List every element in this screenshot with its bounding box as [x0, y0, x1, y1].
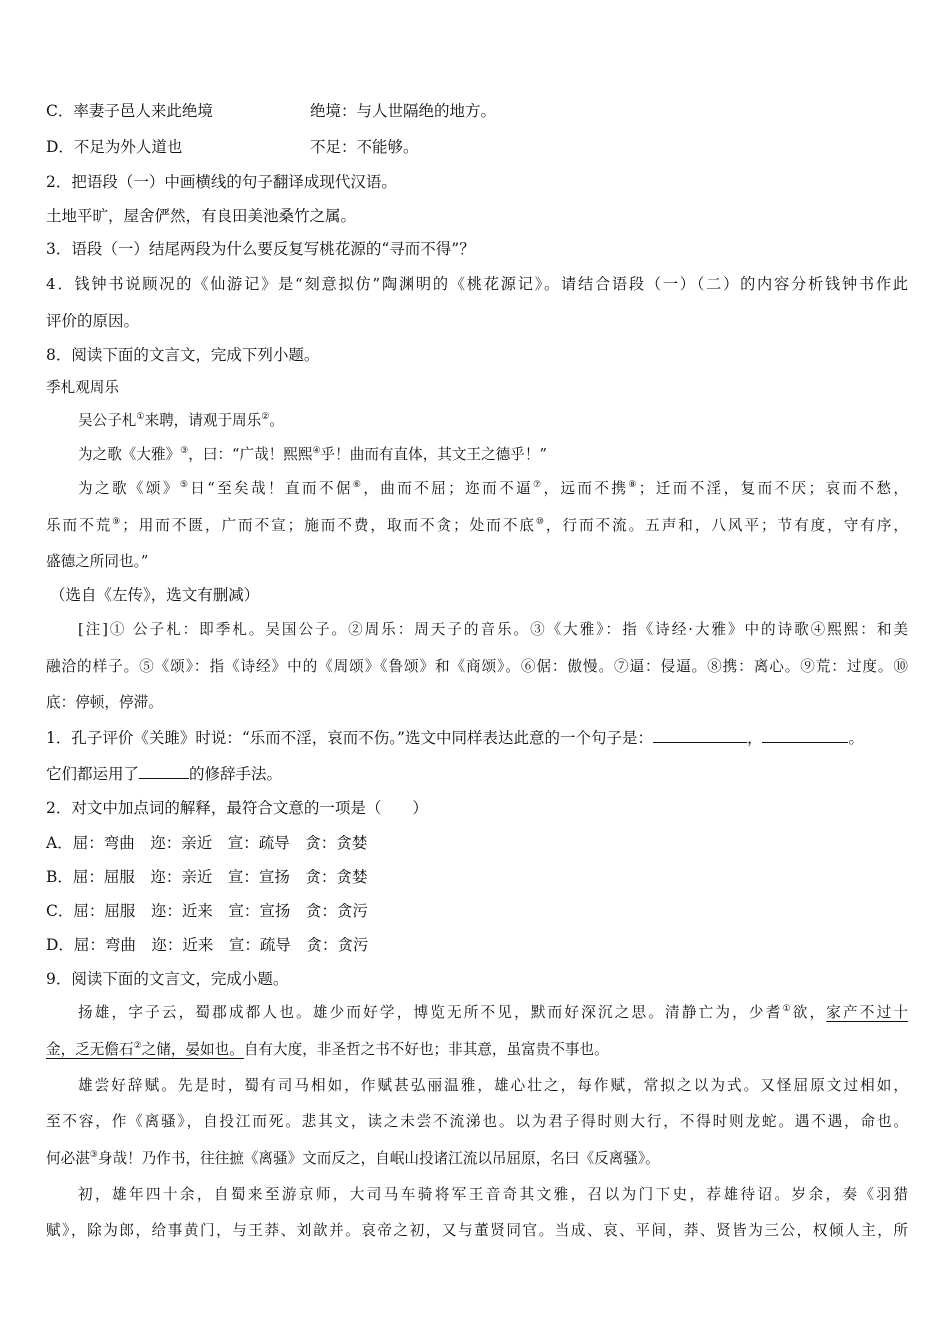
q8-notes-line3: 底：停顿，停滞。	[46, 694, 163, 711]
option-gloss: 绝境：与人世隔绝的地方。	[310, 102, 497, 120]
q8-notes-line1: [注]① 公子札：即季札。吴国公子。②周乐：周天子的音乐。③《大雅》：指《诗经·大雅》中的诗歌④熙熙：和美	[78, 621, 908, 638]
q7-question-2-sentence: 土地平旷，屋舍俨然，有良田美池桑竹之属。	[46, 207, 357, 225]
q8-question-2: 2．对文中加点词的解释，最符合文意的一项是（ ）	[46, 799, 428, 817]
q7-question-4-line1: 4．钱钟书说顾况的《仙游记》是“刻意拟仿”陶渊明的《桃花源记》。请结合语段（一）（二）的内容分析钱钟书作此	[46, 275, 908, 293]
answer-blank[interactable]	[653, 728, 747, 743]
q8-option-d: D．屈：弯曲 迩：近来 宣：疏导 贪：贪污	[46, 936, 369, 954]
q7-question-3: 3．语段（一）结尾两段为什么要反复写桃花源的“寻而不得”？	[46, 240, 475, 258]
answer-blank[interactable]	[762, 728, 848, 743]
q9-para-1-line1: 扬雄，字子云，蜀郡成都人也。雄少而好学，博览无所不见，默而好深沉之思。清静亡为，少耆①欲，家产不过十	[78, 1004, 908, 1021]
q8-option-c: C．屈：屈服 迩：近来 宣：宣扬 贪：贪污	[46, 902, 368, 920]
q9-para-2-line2: 至不容，作《离骚》，自投江而死。悲其文，读之未尝不流涕也。以为君子得时则大行，不得时则龙蛇。遇不遇，命也。	[46, 1113, 908, 1130]
q8-question-1: 1．孔子评价《关雎》时说：“乐而不淫，哀而不伤。”选文中同样表达此意的一个句子是： ， 。	[46, 729, 864, 747]
q8-option-b: B．屈：屈服 迩：亲近 宣：宣扬 贪：贪婪	[46, 868, 368, 886]
q9-para-1-line2: 金，乏无儋石②之储，晏如也。自有大度，非圣哲之书不好也；非其意，虽富贵不事也。	[46, 1041, 609, 1058]
answer-blank[interactable]	[139, 764, 189, 779]
q8-para-2: 为之歌《大雅》③，曰：“广哉！熙熙④乎！曲而有直体，其文王之德乎！”	[78, 446, 547, 463]
option-gloss: 不足：不能够。	[310, 138, 419, 156]
q8-source: （选自《左传》，选文有删减）	[50, 586, 260, 604]
q8-para-3-line2: 乐而不荒⑨；用而不匮，广而不宣；施而不费，取而不贪；处而不底⑩，行而不流。五声和，八风平；节有度，守有序，	[46, 517, 908, 534]
q8-question-1-line2: 它们都运用了 的修辞手法。	[46, 765, 283, 783]
q7-question-2: 2．把语段（一）中画横线的句子翻译成现代汉语。	[46, 173, 397, 191]
q9-para-3-line1: 初，雄年四十余，自蜀来至游京师，大司马车骑将军王音奇其文雅，召以为门下史，荐雄待诏。岁余，奏《羽猎	[78, 1186, 908, 1203]
option-text: D．不足为外人道也	[46, 138, 183, 156]
option-text: C．率妻子邑人来此绝境	[46, 102, 213, 120]
q9-para-3-line2: 赋》，除为郎，给事黄门，与王莽、刘歆并。哀帝之初，又与董贤同官。当成、哀、平间，莽、贤皆为三公，权倾人主，所	[46, 1222, 908, 1239]
q9-header: 9．阅读下面的文言文，完成小题。	[46, 970, 289, 988]
q7-option-c	[46, 100, 908, 122]
q7-question-4-line2: 评价的原因。	[46, 312, 140, 330]
q8-title: 季札观周乐	[46, 379, 119, 396]
q8-para-1: 吴公子札①来聘，请观于周乐②。	[78, 412, 284, 429]
q9-para-2-line1: 雄尝好辞赋。先是时，蜀有司马相如，作赋甚弘丽温雅，雄心壮之，每作赋，常拟之以为式。又怪屈原文过相如，	[78, 1077, 908, 1094]
q8-para-3-line3: 盛德之所同也。”	[46, 553, 149, 570]
q8-option-a: A．屈：弯曲 迩：亲近 宣：疏导 贪：贪婪	[46, 834, 368, 852]
q8-header: 8．阅读下面的文言文，完成下列小题。	[46, 346, 320, 364]
q9-para-2-line3: 何必湛③身哉！乃作书，往往摭《离骚》文而反之，自岷山投诸江流以吊屈原，名曰《反离骚》。	[46, 1150, 660, 1167]
q8-para-3-line1: 为之歌《颂》⑤日“至矣哉！直而不倨⑥，曲而不屈；迩而不逼⑦，远而不携⑧；迁而不淫，复而不厌；哀而不愁，	[78, 480, 908, 497]
q7-option-d	[46, 136, 908, 158]
q8-notes-line2: 融洽的样子。⑤《颂》：指《诗经》中的《周颂》《鲁颂》和《商颂》。⑥倨：傲慢。⑦逼：侵逼。⑧携：离心。⑨荒：过度。⑩	[46, 658, 908, 675]
